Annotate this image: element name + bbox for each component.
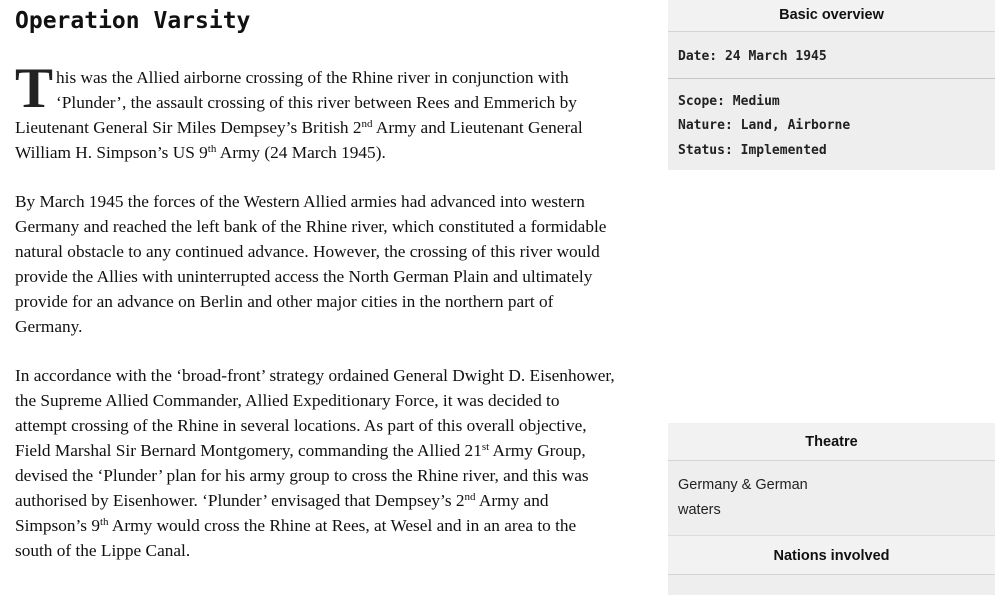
article-paragraph-2: By March 1945 the forces of the Western Allied armies had advanced into western Germany and reached the left bank of the Rhine river, which constituted a formidable natural obstacle to any continued advance. However, the crossing of this river would provide the Allies with uninterrupted access the North German Plain and ultimately provide for an advance on Berlin and other major cities in the northern part of Germany. bbox=[15, 192, 607, 336]
basic-overview-header: Basic overview bbox=[668, 0, 995, 32]
paragraph-3-text-a: In accordance with the ‘broad-front’ strategy ordained General Dwight D. Eisenhower, the Supreme Allied Commander, Allied Expeditionary Force, it was decided to attempt crossing of the Rhine in several locations. As part of this overall objective, Field Marshal Sir Bernard Montgomery, commanding the Allied 21 bbox=[15, 366, 615, 460]
nations-involved-header: Nations involved bbox=[668, 535, 995, 575]
article-paragraph-3 bbox=[15, 363, 615, 563]
theatre-section bbox=[668, 423, 995, 595]
basic-overview-panel bbox=[668, 32, 995, 170]
paragraph-3-text-c: Army and Simpson’s 9 bbox=[15, 491, 549, 535]
theatre-value bbox=[668, 461, 995, 535]
nations-involved-panel bbox=[668, 575, 995, 595]
page-title: Operation Varsity bbox=[15, 8, 251, 34]
paragraph-3-text-b: Army Group, devised the ‘Plunder’ plan for his army group to cross the Rhine river, and this was authorised by Eisenhower. ‘Plunder’ envisaged that Dempsey’s 2 bbox=[15, 441, 589, 510]
paragraph-1-text-b: Army and Lieutenant General William H. Simpson’s US 9 bbox=[15, 118, 583, 162]
overview-scope: Scope: Medium bbox=[678, 94, 780, 109]
superscript: nd bbox=[361, 118, 373, 130]
article-paragraph-1 bbox=[15, 57, 615, 165]
overview-date: Date: 24 March 1945 bbox=[678, 49, 827, 64]
superscript: nd bbox=[464, 491, 476, 503]
article bbox=[15, 6, 615, 587]
superscript: th bbox=[207, 143, 217, 155]
theatre-header: Theatre bbox=[668, 423, 995, 461]
paragraph-1-text-a: his was the Allied airborne crossing of the Rhine river in conjunction with ‘Plunder’, the assault crossing of this river between Rees and Emmerich by Lieutenant General Sir Miles Dempsey’s British 2 bbox=[15, 68, 577, 137]
infobox-sidebar bbox=[668, 0, 995, 564]
theatre-text: Germany & German waters bbox=[678, 477, 808, 518]
paragraph-1-text-c: Army (24 March 1945). bbox=[216, 143, 386, 162]
drop-cap: T bbox=[15, 57, 54, 120]
overview-status: Status: Implemented bbox=[678, 143, 827, 158]
paragraph-3-text-d: Army would cross the Rhine at Rees, at Wesel and in an area to the south of the Lippe Canal. bbox=[15, 516, 577, 560]
superscript: th bbox=[100, 516, 109, 528]
superscript: st bbox=[481, 441, 490, 453]
overview-nature: Nature: Land, Airborne bbox=[678, 118, 851, 133]
